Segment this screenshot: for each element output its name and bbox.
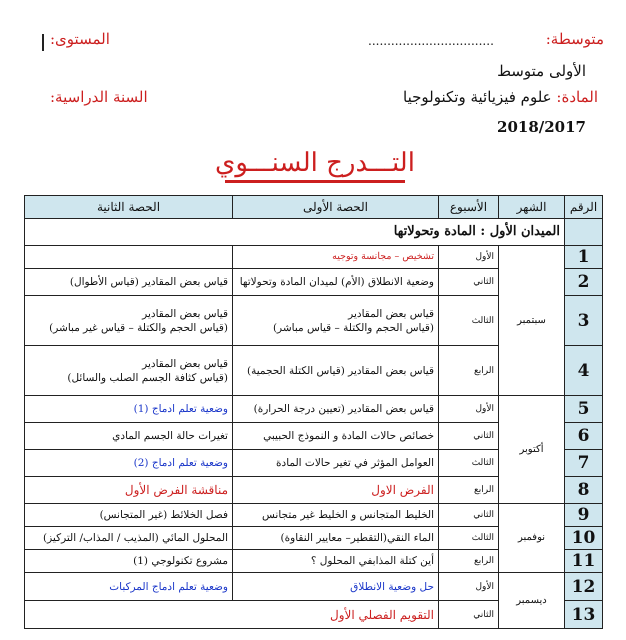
subject-label: المادة: [556,88,598,106]
session2-cell [25,346,233,396]
session2-cell [25,246,233,269]
table-row [25,396,603,423]
session2-cell: تغيرات حالة الجسم المادي [25,423,233,450]
session2-cell: وضعية تعلم ادماج (2) [25,450,233,477]
session2-line2: (قياس الحجم والكتلة – قياس غير مباشر) [49,321,228,334]
month-november: نوفمبر [499,504,565,573]
session1-line1: قياس بعض المقادير [348,307,434,320]
session1-cell: أين كتلة المذابفي المحلول ؟ [233,550,439,573]
week-label: الأول [439,573,499,601]
week-label: الثالث [439,450,499,477]
row-num: 7 [565,450,603,477]
field-title: الميدان الأول : المادة وتحولاتها [25,219,565,246]
row-num: 4 [565,346,603,396]
row-num: 12 [565,573,603,601]
session1-cell: الفرض الاول [233,477,439,504]
row-num: 10 [565,527,603,550]
row-num: 8 [565,477,603,504]
session1-cell: الخليط المتجانس و الخليط غير متجانس [233,504,439,527]
table-row [25,504,603,527]
table-header-row [25,196,603,219]
month-december: ديسمبر [499,573,565,629]
page-title: التـــدرج السنـــوي [215,148,415,178]
session2-cell: وضعية تعلم ادماج (1) [25,396,233,423]
session2-cell: مناقشة الفرض الأول [25,477,233,504]
week-label: الثاني [439,269,499,296]
session2-cell: فصل الخلائط (غير المتجانس) [25,504,233,527]
row-num: 5 [565,396,603,423]
title-underline [225,180,405,183]
row-num: 1 [565,246,603,269]
week-label: الثاني [439,504,499,527]
row-num: 11 [565,550,603,573]
session2-cell: قياس بعض المقادير (قياس الأطوال) [25,269,233,296]
session1-cell: خصائص حالات المادة و النموذج الحبيبي [233,423,439,450]
week-label: الرابع [439,550,499,573]
session1-cell: قياس بعض المقادير (قياس الكتلة الحجمية) [233,346,439,396]
week-label: الأول [439,246,499,269]
session1-cell [233,296,439,346]
session1-cell: وضعية الانطلاق (الأم) لميدان المادة وتحولاتها [233,269,439,296]
field-row [25,219,603,246]
col-week: الأسبوع [439,196,499,219]
subject-line [403,88,598,106]
week-label: الرابع [439,477,499,504]
session2-line1: قياس بعض المقادير [142,307,228,320]
col-session1: الحصة الأولى [233,196,439,219]
row-num: 13 [565,601,603,629]
session1-cell: العوامل المؤثر في تغير حالات المادة [233,450,439,477]
week-label: الأول [439,396,499,423]
session1-cell: الماء النقي(التقطير– معايير النقاوة) [233,527,439,550]
week-label: الثاني [439,423,499,450]
subject-value: علوم فيزيائية وتكنولوجيا [403,88,552,106]
week-label: الرابع [439,346,499,396]
col-month: الشهر [499,196,565,219]
row-num: 3 [565,296,603,346]
school-label: متوسطة: [545,30,604,48]
session2-cell: مشروع تكنولوجي (1) [25,550,233,573]
text-cursor-mark [42,34,44,51]
session1-cell: حل وضعية الانطلاق [233,573,439,601]
session2-cell: المحلول المائي (المذيب / المذاب/ التركيز) [25,527,233,550]
week-label: الثالث [439,527,499,550]
week-label: الثاني [439,601,499,629]
year-label: السنة الدراسية: [50,88,148,106]
session1-cell: قياس بعض المقادير (تعيين درجة الحرارة) [233,396,439,423]
week-label: الثالث [439,296,499,346]
table-row [25,573,603,601]
row-num: 9 [565,504,603,527]
col-num: الرقم [565,196,603,219]
level-label: المستوى: [50,30,110,48]
session2-cell [25,296,233,346]
school-year: 2018/2017 [497,118,586,136]
grade-text: الأولى متوسط [497,62,586,80]
session1-line2: (قياس الحجم والكتلة – قياس مباشر) [272,321,434,334]
row-num: 6 [565,423,603,450]
row-num: 2 [565,269,603,296]
field-num-cell [565,219,603,246]
school-dots: ................................. [368,34,494,48]
annual-plan-table [24,195,603,629]
session1-cell: تشخيص – مجانسة وتوجيه [233,246,439,269]
month-september: سبتمبر [499,246,565,396]
session2-line2: (قياس كثافة الجسم الصلب والسائل) [67,371,228,384]
col-session2: الحصة الثانية [25,196,233,219]
session2-cell: وضعية تعلم ادماج المركبات [25,573,233,601]
month-october: أكتوبر [499,396,565,504]
table-row [25,246,603,269]
session-merged-cell: التقويم الفصلي الأول [25,601,439,629]
session2-line1: قياس بعض المقادير [142,357,228,370]
